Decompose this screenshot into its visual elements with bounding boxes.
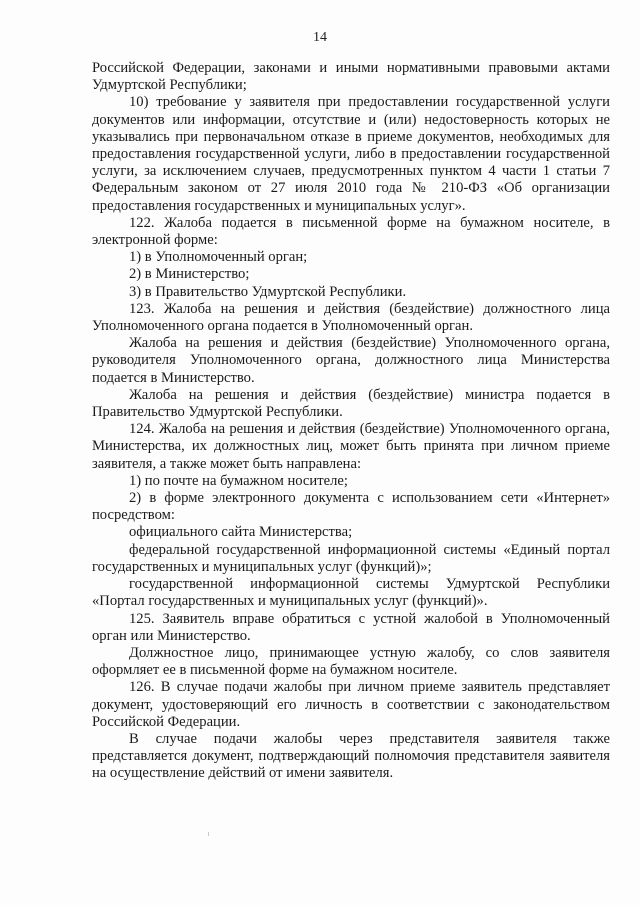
scan-mark: [208, 832, 209, 836]
paragraph-124-item-1: 1) по почте на бумажном носителе;: [129, 472, 348, 489]
paragraph-122-item-3: 3) в Правительство Удмуртской Республики.: [129, 283, 407, 300]
paragraph-124: 124. Жалоба на решения и действия (бездействие) Уполномоченного органа, Министерства, их должностных лиц, может быть принята при личном приеме заявителя, а также может быть направлена:: [92, 421, 610, 472]
paragraph-124-official-site: официального сайта Министерства;: [129, 524, 353, 541]
paragraph-126: 126. В случае подачи жалобы при личном приеме заявитель представляет документ, удостоверяющий его личность в соответствии с законодательством Российской Федерации.: [92, 679, 610, 730]
paragraph-124-federal-portal: федеральной государственной информационной системы «Единый портал государственных и муниципальных услуг (функций)»;: [92, 541, 610, 575]
document-body: [92, 60, 610, 783]
paragraph-124-regional-portal: государственной информационной системы Удмуртской Республики «Портал государственных и муниципальных услуг (функций)».: [92, 576, 610, 610]
paragraph-item-10: 10) требование у заявителя при предоставлении государственной услуги документов или информации, отсутствие и (или) недостоверность которых не указывались при первоначальном отказе в приеме документов, необходимых для предоставления государственной услуги, либо в предоставлении государственной услуги, за исключением случаев, предусмотренных пунктом 4 части 1 статьи 7 Федеральным законом от 27 июля 2010 года № 210-ФЗ «Об организации предоставления государственных и муниципальных услуг».: [92, 94, 610, 214]
paragraph-122-item-1: 1) в Уполномоченный орган;: [129, 249, 308, 266]
paragraph-125-official: Должностное лицо, принимающее устную жалобу, со слов заявителя оформляет ее в письменной форме на бумажном носителе.: [92, 644, 610, 679]
paragraph-122-item-2: 2) в Министерство;: [129, 266, 250, 283]
paragraph-123-government: Жалоба на решения и действия (бездействие) министра подается в Правительство Удмуртской Республики.: [92, 386, 610, 421]
page-number: 14: [313, 30, 327, 45]
paragraph-126-representative: В случае подачи жалобы через представителя заявителя также представляется документ, подтверждающий полномочия представителя заявителя на осуществление действий от имени заявителя.: [92, 730, 610, 782]
paragraph-125: 125. Заявитель вправе обратиться с устной жалобой в Уполномоченный орган или Министерство.: [92, 610, 610, 644]
paragraph-123: 123. Жалоба на решения и действия (бездействие) должностного лица Уполномоченного органа подается в Уполномоченный орган.: [92, 300, 610, 335]
paragraph-continuation: Российской Федерации, законами и иными нормативными правовыми актами Удмуртской Республики;: [92, 60, 610, 94]
paragraph-122: 122. Жалоба подается в письменной форме на бумажном носителе, в электронной форме:: [92, 214, 610, 249]
paragraph-124-item-2: 2) в форме электронного документа с использованием сети «Интернет» посредством:: [92, 490, 610, 524]
paragraph-123-ministry: Жалоба на решения и действия (бездействие) Уполномоченного органа, руководителя Уполномоченного органа, должностного лица Министерства подается в Министерство.: [92, 335, 610, 386]
